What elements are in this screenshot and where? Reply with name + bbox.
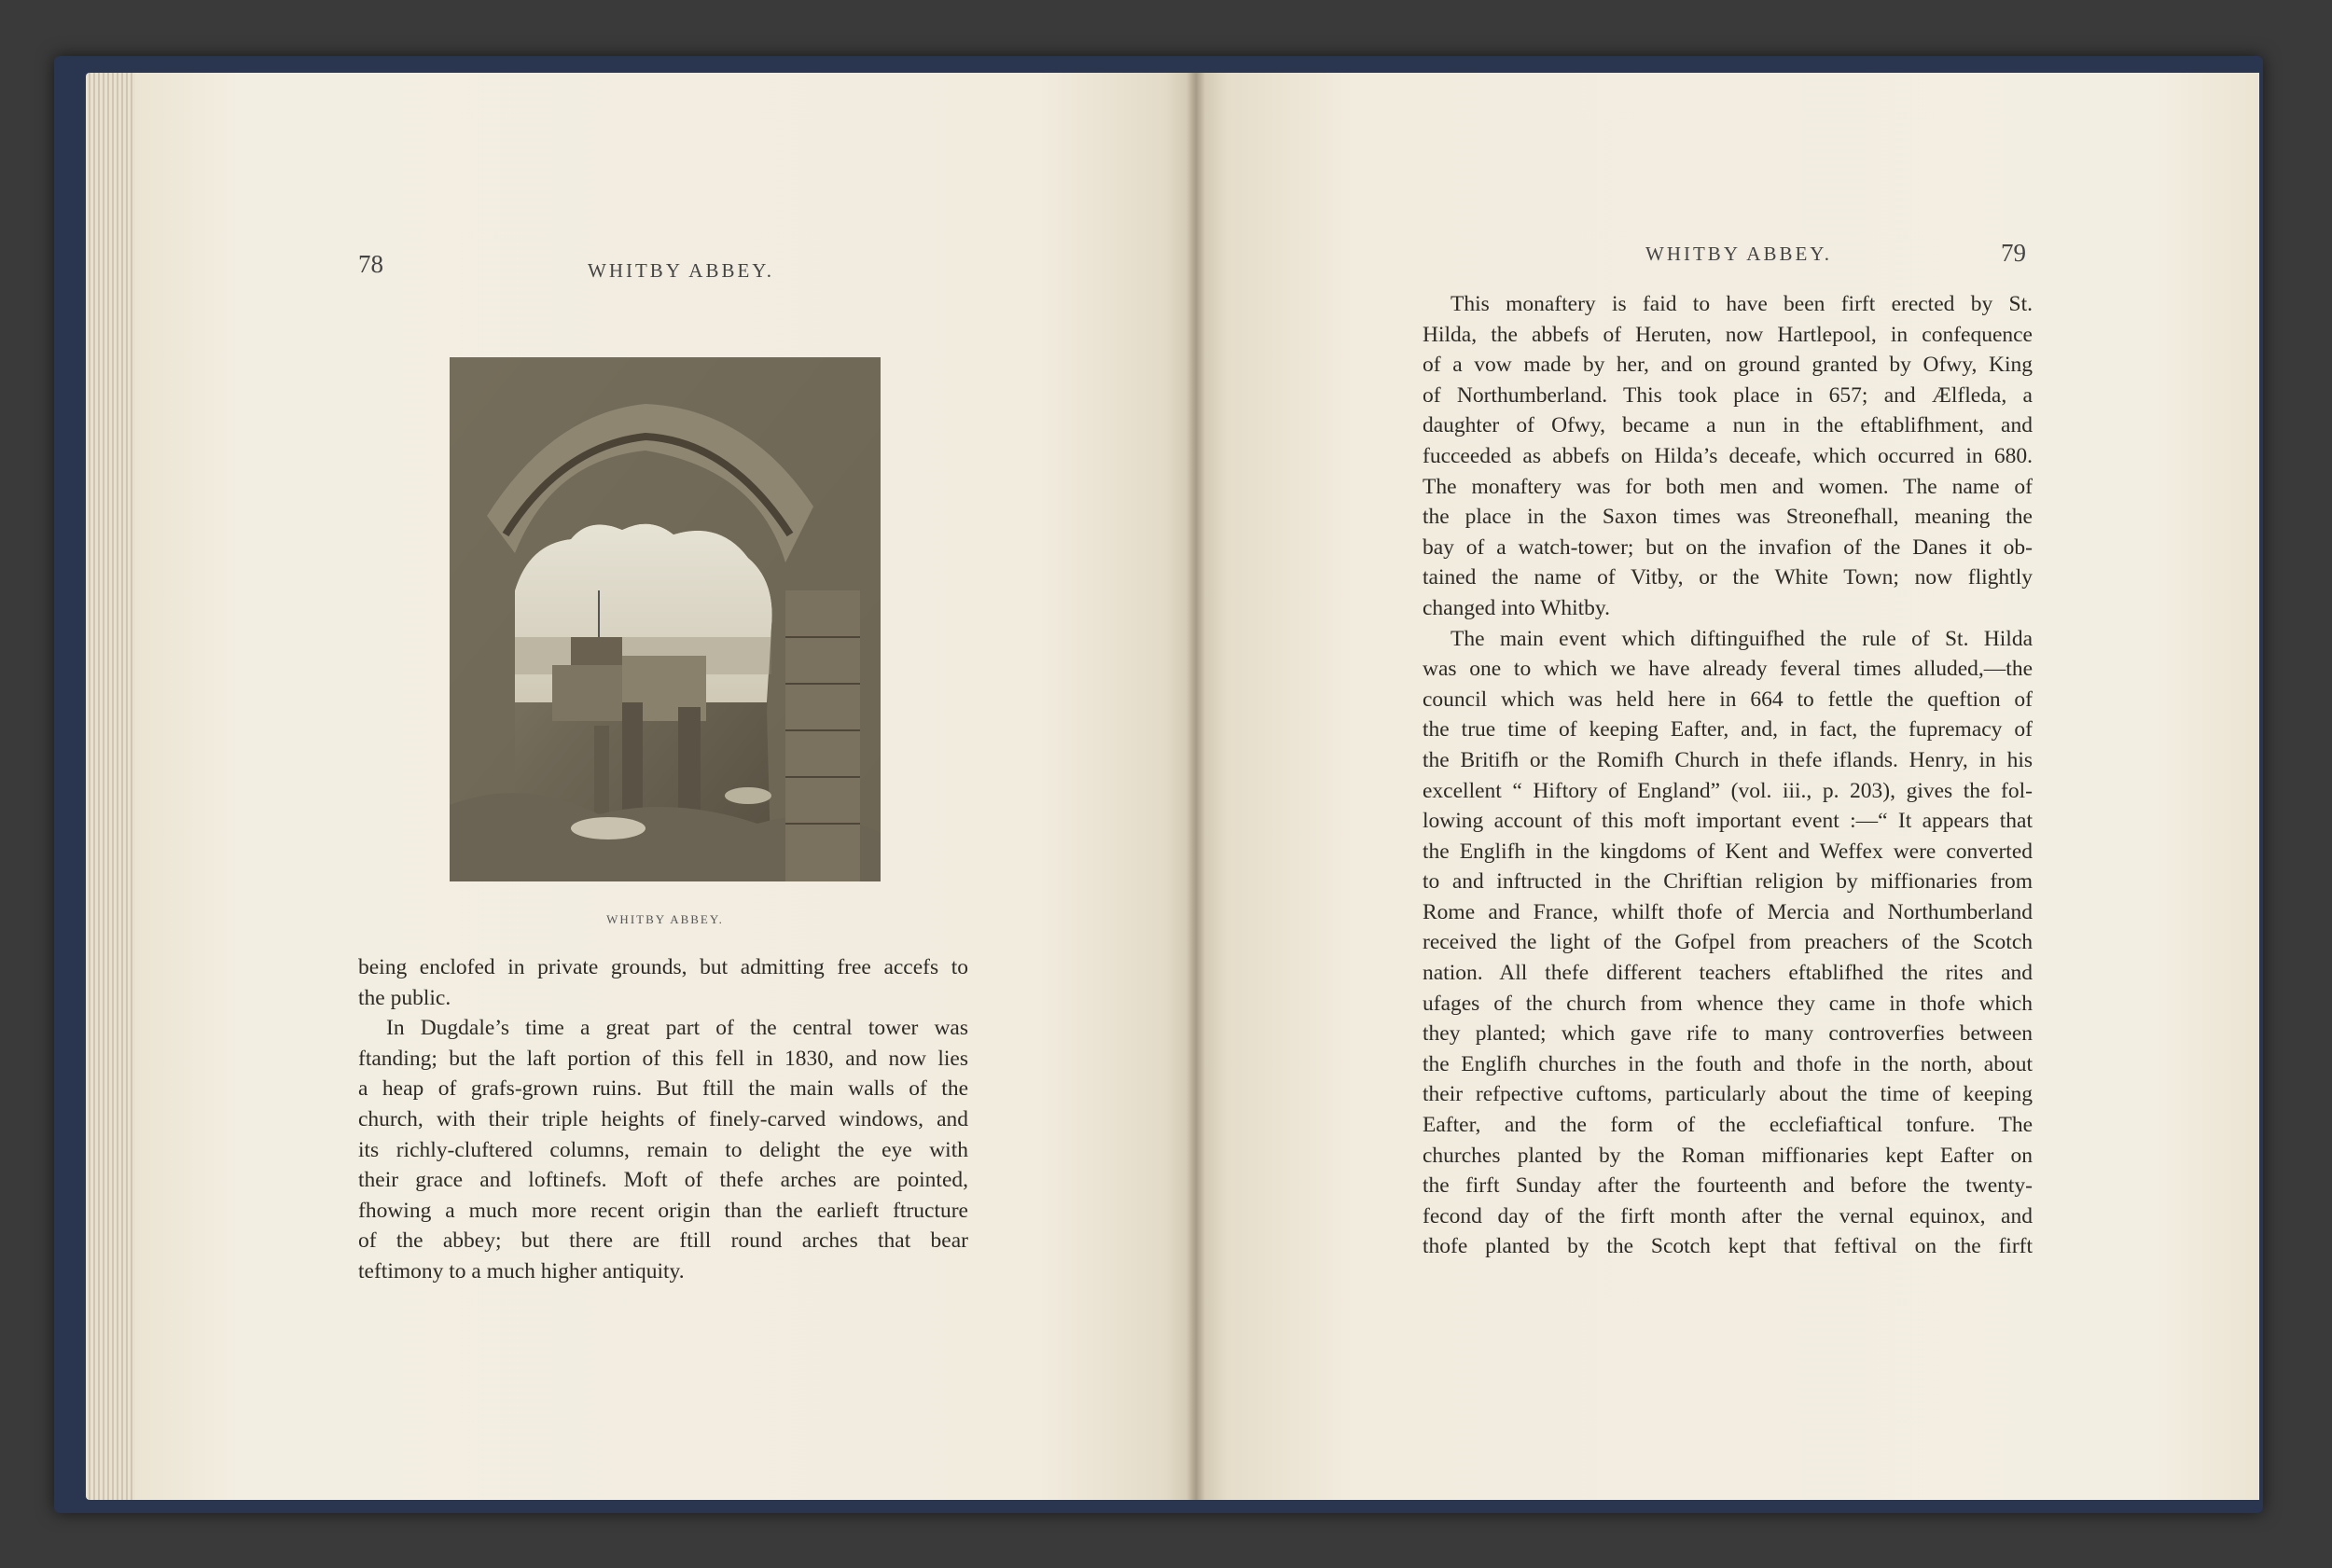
text-line: church, with their triple heights of finely-carved windows, and: [358, 1106, 968, 1131]
text-line: lowing account of this moft important event :—“ It appears that: [1423, 809, 2033, 834]
text-line: fecond day of the firft month after the vernal equinox, and: [1423, 1203, 2033, 1228]
photo-caption: WHITBY ABBEY.: [606, 912, 724, 926]
text-line: their grace and loftinefs. Moft of thefe arches are pointed,: [358, 1168, 968, 1193]
text-line: the Britifh or the Romifh Church in thefe iflands. Henry, in his: [1423, 747, 2033, 772]
text-line: churches planted by the Roman miffionaries kept Eafter on: [1423, 1143, 2033, 1168]
text-line: nation. All thefe different teachers eftablifhed the rites and: [1423, 961, 2033, 986]
left-body-text: [358, 952, 968, 1287]
text-line: a heap of grafs-grown ruins. But ftill the main walls of the: [358, 1076, 968, 1102]
text-line: Rome and France, whilft thofe of Mercia and Northumberland: [1423, 899, 2033, 924]
text-line: fucceeded as abbefs on Hilda’s deceafe, which occurred in 680.: [1423, 443, 2033, 468]
text-line: fhowing a much more recent origin than the earlieft ftructure: [358, 1198, 968, 1223]
left-page-number: 78: [358, 250, 383, 278]
text-line: daughter of Ofwy, became a nun in the eftablifhment, and: [1423, 413, 2033, 438]
text-line: thofe planted by the Scotch kept that feftival on the firft: [1423, 1234, 2033, 1259]
text-line: of Northumberland. This took place in 657; and Ælfleda, a: [1423, 382, 2033, 408]
text-line: Hilda, the abbefs of Heruten, now Hartlepool, in confequence: [1423, 322, 2033, 347]
text-line: the Englifh churches in the fouth and thofe in the north, about: [1423, 1051, 2033, 1076]
text-line: of a vow made by her, and on ground granted by Ofwy, King: [1423, 353, 2033, 378]
text-line: This monaftery is faid to have been firft erected by St.: [1451, 292, 2033, 316]
text-line: the Englifh in the kingdoms of Kent and Weffex were converted: [1423, 839, 2033, 864]
text-line: they planted; which gave rife to many controverfies between: [1423, 1021, 2033, 1047]
page-block-edges: [86, 73, 142, 1500]
text-line: the firft Sunday after the fourteenth and before the twenty-: [1423, 1173, 2033, 1199]
right-body-text: [1423, 289, 2033, 1262]
text-line: the true time of keeping Eafter, and, in fact, the fupremacy of: [1423, 717, 2033, 742]
text-line: teftimony to a much higher antiquity.: [358, 1258, 685, 1284]
text-line: its richly-cluftered columns, remain to delight the eye with: [358, 1137, 968, 1162]
book-gutter: [1187, 73, 1205, 1500]
text-line: council which was held here in 664 to fettle the queftion of: [1423, 687, 2033, 712]
text-line: being enclofed in private grounds, but admitting free accefs to: [358, 955, 968, 979]
left-running-head: WHITBY ABBEY.: [588, 259, 775, 282]
text-line: tained the name of Vitby, or the White Town; now flightly: [1423, 565, 2033, 590]
text-line: was one to which we have already feveral times alluded,—the: [1423, 657, 2033, 682]
text-line: In Dugdale’s time a great part of the central tower was: [386, 1016, 968, 1041]
text-line: excellent “ Hiftory of England” (vol. iii., p. 203), gives the fol-: [1423, 778, 2033, 803]
abbey-photograph: [450, 357, 881, 881]
text-line: changed into Whitby.: [1423, 595, 1611, 620]
text-line: The main event which diftinguifhed the rule of St. Hilda: [1451, 626, 2033, 651]
text-line: The monaftery was for both men and women. The name of: [1423, 474, 2033, 499]
text-line: received the light of the Gofpel from preachers of the Scotch: [1423, 930, 2033, 955]
text-line: to and inftructed in the Chriftian religion by miffionaries from: [1423, 869, 2033, 895]
text-line: the place in the Saxon times was Streonefhall, meaning the: [1423, 505, 2033, 530]
text-line: bay of a watch-tower; but on the invafion of the Danes it ob-: [1423, 534, 2033, 560]
text-line: the public.: [358, 985, 451, 1010]
text-line: ufages of the church from whence they came in thofe which: [1423, 991, 2033, 1016]
text-line: of the abbey; but there are ftill round arches that bear: [358, 1228, 968, 1254]
right-page-number: 79: [2001, 239, 2026, 267]
text-line: Eafter, and the form of the ecclefiaftical tonfure. The: [1423, 1113, 2033, 1138]
right-running-head: WHITBY ABBEY.: [1645, 243, 1833, 265]
text-line: ftanding; but the laft portion of this fell in 1830, and now lies: [358, 1046, 968, 1071]
text-line: their refpective cuftoms, particularly about the time of keeping: [1423, 1082, 2033, 1107]
